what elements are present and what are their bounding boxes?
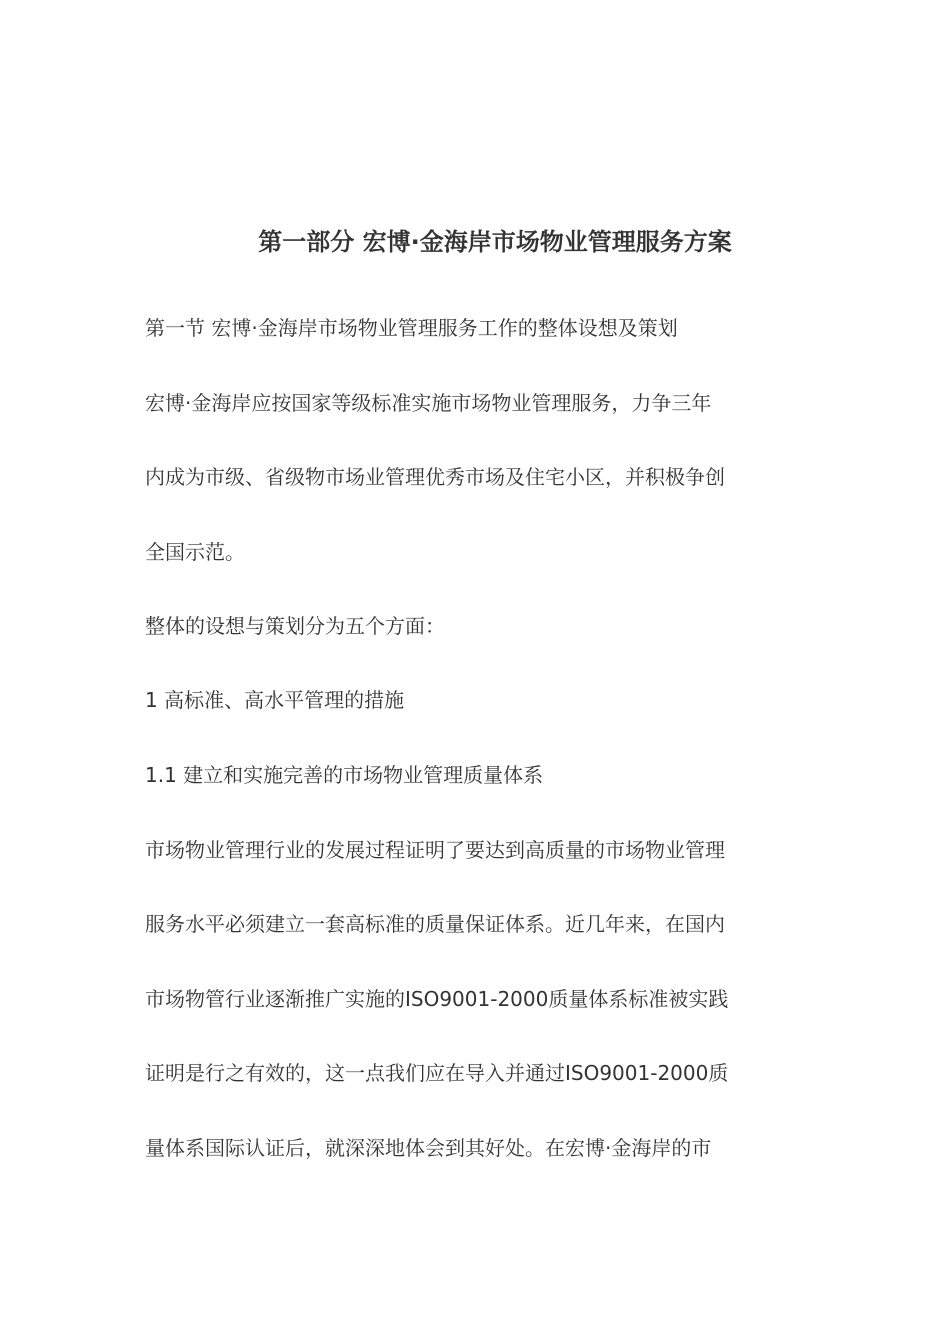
section-heading: 第一节 宏博·金海岸市场物业管理服务工作的整体设想及策划 — [145, 316, 678, 340]
paragraph-line: 证明是行之有效的，这一点我们应在导入并通过ISO9001-2000质 — [145, 1061, 729, 1085]
paragraph-line: 量体系国际认证后，就深深地体会到其好处。在宏博·金海岸的市 — [145, 1136, 712, 1160]
paragraph-line: 市场物管行业逐渐推广实施的ISO9001-2000质量体系标准被实践 — [145, 987, 729, 1011]
document-title: 第一部分 宏博·金海岸市场物业管理服务方案 — [258, 228, 732, 256]
paragraph-line: 宏博·金海岸应按国家等级标准实施市场物业管理服务，力争三年 — [145, 391, 712, 415]
paragraph-line: 内成为市级、省级物市场业管理优秀市场及住宅小区，并积极争创 — [145, 465, 725, 489]
subsection-heading: 1 高标准、高水平管理的措施 — [145, 688, 405, 712]
paragraph-line: 市场物业管理行业的发展过程证明了要达到高质量的市场物业管理 — [145, 838, 725, 862]
paragraph-line: 全国示范。 — [145, 540, 245, 564]
paragraph-line: 整体的设想与策划分为五个方面： — [145, 614, 445, 638]
paragraph-line: 服务水平必须建立一套高标准的质量保证体系。近几年来，在国内 — [145, 912, 725, 936]
subsection-heading: 1.1 建立和实施完善的市场物业管理质量体系 — [145, 763, 544, 787]
